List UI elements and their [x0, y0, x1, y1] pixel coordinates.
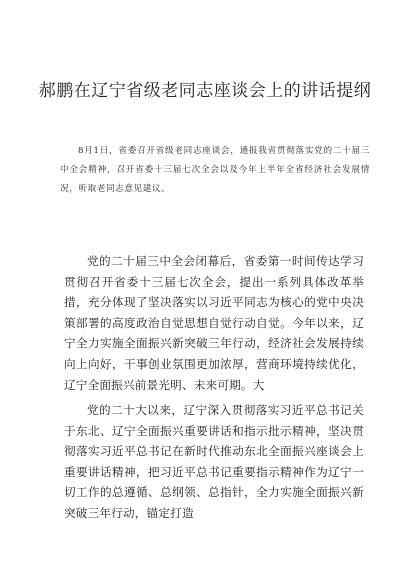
document-title: 郝鹏在辽宁省级老同志座谈会上的讲话提纲: [38, 81, 372, 101]
body-paragraph-2: 党的二十大以来，辽宁深入贯彻落实习近平总书记关于东北、辽宁全面振兴重要讲话和指示批示精神，坚决贯彻落实习近平总书记在新时代推动东北全面振兴座谈会上重要讲话精神，把习近平总书记重要指示精神作为辽宁一切工作的总遵循、总纲领、总指针，全力实施全面振兴新突破三年行动，锚定打造: [64, 403, 364, 520]
body-paragraph-1: 党的二十届三中全会闭幕后，省委第一时间传达学习贯彻召开省委十三届七次全会，提出一系列具体改革举措，充分体现了坚决落实以习近平同志为核心的党中央决策部署的高度政治自觉思想自觉行动自觉。今年以来，辽宁全力实施全面振兴新突破三年行动，经济社会发展持续向上向好，干事创业氛围更加浓厚，营商环境持续优化，辽宁全面振兴前景光明、未来可期。大: [64, 254, 364, 392]
document-summary: 8月1日，省委召开省级老同志座谈会，通报我省贯彻落实党的二十届三中全会精神，召开省委十三届七次全会以及今年上半年全省经济社会发展情况，听取老同志意见建议。: [60, 146, 370, 194]
